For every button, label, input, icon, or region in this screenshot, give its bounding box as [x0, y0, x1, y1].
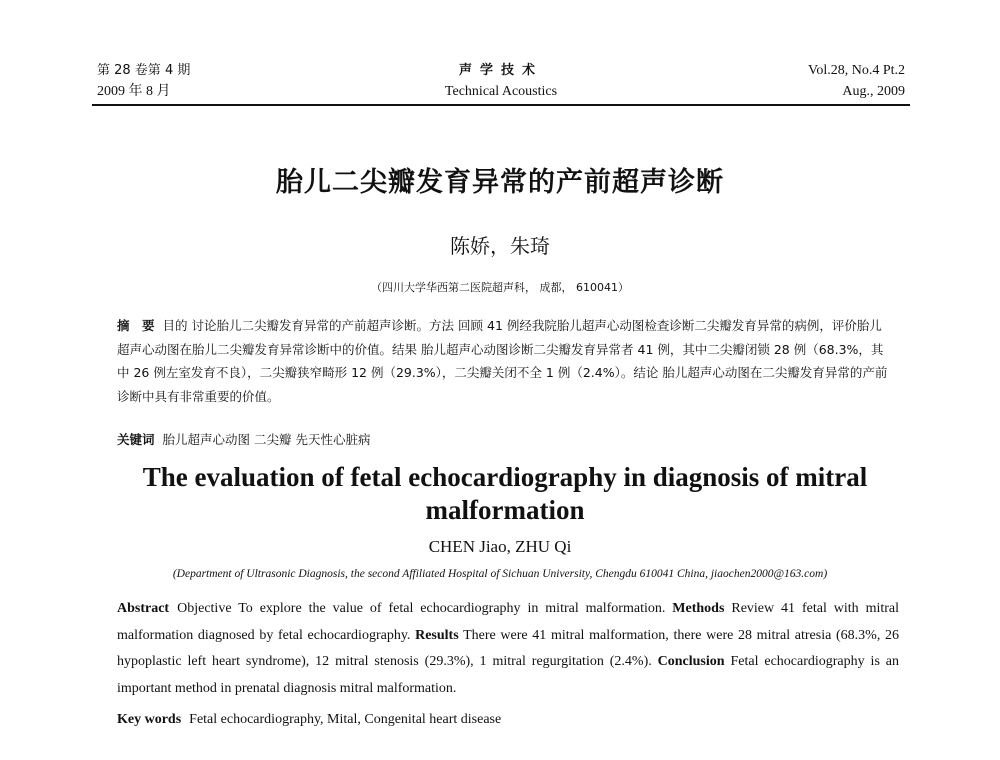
abstract-cn-label: 摘 要 — [117, 318, 155, 333]
affiliation-cn: （四川大学华西第二医院超声科， 成都， 610041） — [371, 281, 629, 294]
methods-text-cn: 回顾 41 例经我院胎儿超声心动图检查诊断二尖瓣发育异常的病例，评价胎儿超声心动图在胎儿二尖瓣发育异常诊断中的价值。 — [117, 318, 882, 357]
date-cn: 2009 年 8 月 — [97, 84, 171, 99]
conclusion-text-cn: 胎儿超声心动图在二尖瓣发育异常的产前诊断中具有非常重要的价值。 — [117, 365, 888, 404]
journal-name-cn: 声学技术 — [458, 63, 543, 78]
objective-label-cn: 目的 — [162, 318, 188, 333]
journal-header — [97, 60, 905, 106]
keywords-label-cn: 关键词 — [117, 432, 155, 447]
header-divider — [92, 104, 910, 106]
volume-issue-en: Vol.28, No.4 Pt.2 — [808, 63, 905, 78]
date-en: Aug., 2009 — [842, 84, 905, 99]
methods-label-en: Methods — [672, 601, 725, 616]
keywords-text-en: Fetal echocardiography, Mital, Congenital heart disease — [189, 712, 502, 727]
authors-cn: 陈娇，朱琦 — [450, 234, 550, 258]
results-label-cn: 结果 — [392, 341, 418, 357]
abstract-cn — [117, 314, 893, 408]
volume-issue-cn: 第 28 卷第 4 期 — [97, 63, 191, 78]
conclusion-label-cn: 结论 — [633, 365, 659, 380]
affiliation-en: (Department of Ultrasonic Diagnosis, the second Affiliated Hospital of Sichuan University, Chengdu 610041 China, jiaochen2000@163.com) — [172, 568, 828, 580]
keywords-label-en: Key words — [117, 712, 182, 727]
methods-label-cn: 方法 — [429, 318, 455, 333]
abstract-en-label: Abstract — [117, 601, 170, 616]
title-cn: 胎儿二尖瓣发育异常的产前超声诊断 — [276, 167, 724, 198]
objective-text-cn: 讨论胎儿二尖瓣发育异常的产前超声诊断。 — [191, 318, 430, 333]
results-label-en: Results — [415, 627, 459, 643]
abstract-en — [117, 596, 899, 702]
conclusion-text-en: Fetal echocardiography is an important method in prenatal diagnosis mitral malformation. — [117, 654, 900, 696]
title-en: The evaluation of fetal echocardiography in diagnosis of mitral malformation — [142, 462, 868, 525]
issue-info-en — [808, 60, 905, 102]
journal-name-en: Technical Acoustics — [444, 84, 558, 99]
keywords-en — [117, 709, 893, 731]
journal-name — [97, 60, 905, 102]
keywords-text-cn: 胎儿超声心动图 二尖瓣 先天性心脏病 — [162, 432, 371, 447]
methods-text-en: Review 41 fetal with mitral malformation diagnosed by fetal echocardiography. — [117, 601, 900, 643]
results-text-en: There were 41 mitral malformation, there were 28 mitral atresia (68.3%, 26 hypoplastic left heart syndrome), 12 mitral stenosis (29.3%), 1 mitral regurgitation (2.4%). — [117, 627, 900, 669]
keywords-cn — [117, 430, 893, 450]
authors-en: CHEN Jiao, ZHU Qi — [428, 537, 572, 556]
objective-text-en: Objective To explore the value of fetal echocardiography in mitral malformation. — [177, 601, 666, 616]
results-text-cn: 胎儿超声心动图诊断二尖瓣发育异常者 41 例，其中二尖瓣闭锁 28 例（68.3%，其中 26 例左室发育不良），二尖瓣狭窄畸形 12 例（29.3%），二尖瓣关闭不全 1 例（2.4%）。 — [117, 341, 884, 380]
conclusion-label-en: Conclusion — [657, 654, 725, 669]
